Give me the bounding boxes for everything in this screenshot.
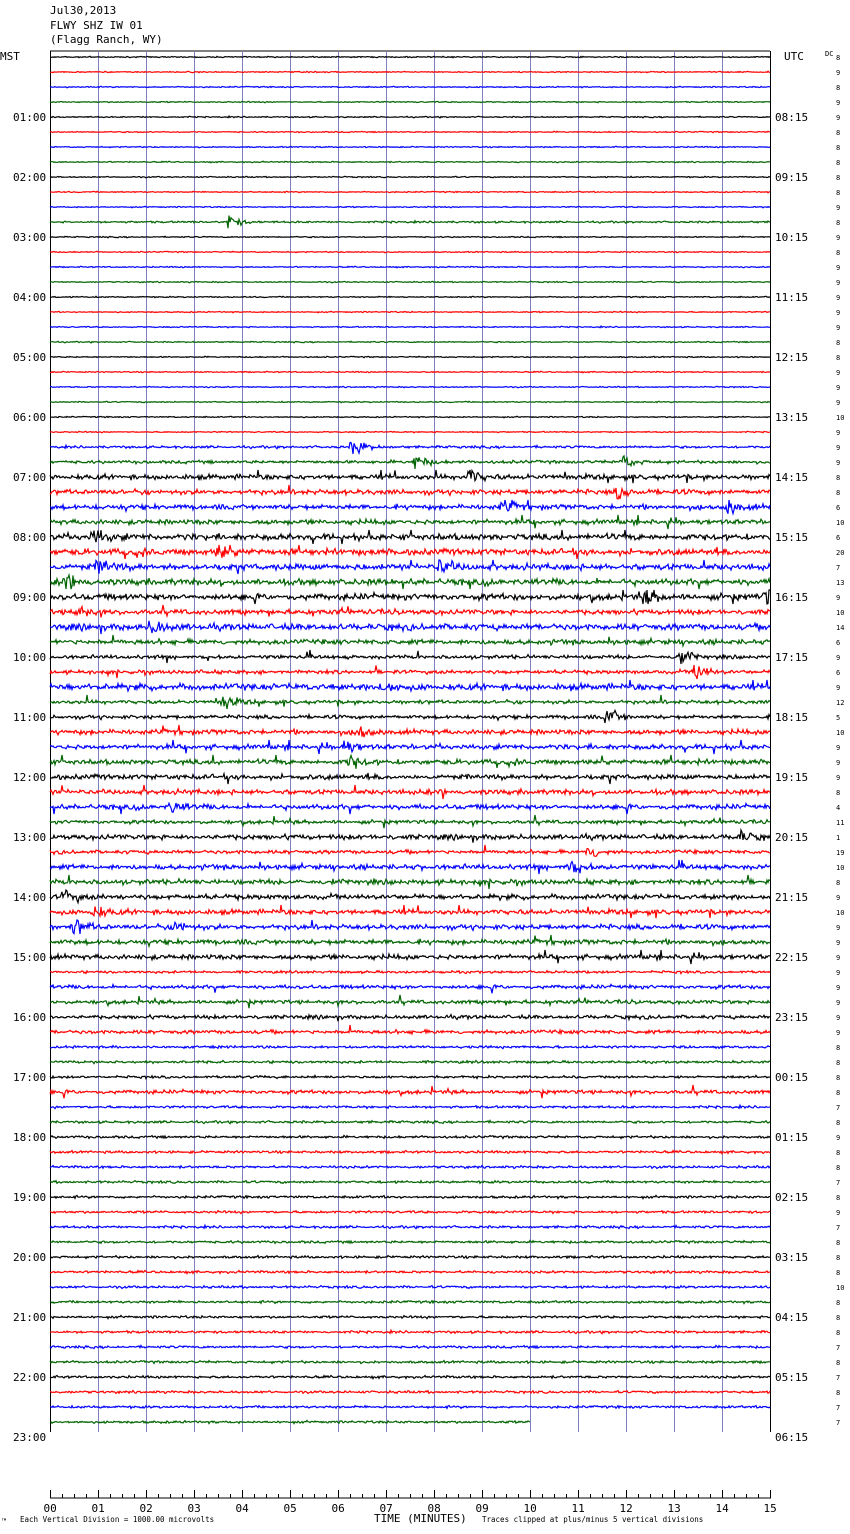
right-hour-label: 21:15	[775, 891, 809, 904]
dc-offset-value: 1	[836, 834, 841, 842]
left-hour-label: 03:00	[13, 231, 47, 244]
left-hour-label: 05:00	[13, 351, 47, 364]
dc-offset-value: 7	[836, 564, 841, 572]
dc-offset-value: 8	[836, 219, 841, 227]
seismic-trace	[50, 1135, 770, 1138]
seismic-trace	[50, 1195, 770, 1198]
seismic-trace	[50, 710, 770, 723]
dc-offset-value: 10	[836, 414, 845, 422]
left-hour-label: 06:00	[13, 411, 47, 424]
dc-offset-value: 9	[836, 744, 841, 752]
seismic-trace	[50, 416, 770, 418]
dc-offset-value: 8	[836, 1254, 841, 1262]
dc-offset-value: 8	[836, 249, 841, 257]
dc-offset-value: 9	[836, 1029, 841, 1037]
seismic-trace	[50, 1361, 770, 1364]
right-hour-label: 03:15	[775, 1251, 809, 1264]
dc-offset-value: 8	[836, 1044, 841, 1052]
seismic-trace	[50, 560, 770, 574]
seismic-trace	[50, 1225, 770, 1228]
dc-offset-value: 9	[836, 264, 841, 272]
x-tick-label: 11	[571, 1502, 585, 1515]
seismic-trace	[50, 1256, 770, 1259]
seismic-trace	[50, 575, 770, 589]
dc-offset-value: 9	[836, 954, 841, 962]
seismic-trace	[50, 920, 770, 934]
trace-group	[50, 56, 770, 1423]
dc-offset-value: 7	[836, 1224, 841, 1232]
seismic-trace	[50, 356, 770, 358]
dc-offset-value: 8	[836, 1299, 841, 1307]
x-tick-label: 02	[139, 1502, 153, 1515]
dc-offset-value: 8	[836, 1389, 841, 1397]
dc-offset-value: 8	[836, 1089, 841, 1097]
seismic-trace	[50, 71, 770, 73]
dc-offset-value: 8	[836, 159, 841, 167]
left-hour-label: 10:00	[13, 651, 47, 664]
dc-offset-value: 8	[836, 189, 841, 197]
seismic-trace	[50, 236, 770, 238]
seismic-trace	[50, 281, 770, 283]
seismic-trace	[50, 86, 770, 88]
seismic-trace	[50, 650, 770, 664]
right-hour-label: 14:15	[775, 471, 809, 484]
dc-offset-value: 20	[836, 549, 845, 557]
left-hour-label: 23:00	[13, 1431, 47, 1444]
dc-offset-value: 9	[836, 1014, 841, 1022]
seismic-trace	[50, 443, 770, 455]
dc-offset-value: 8	[836, 84, 841, 92]
left-hour-label: 17:00	[13, 1071, 47, 1084]
seismic-trace	[50, 1075, 770, 1078]
right-hour-label: 12:15	[775, 351, 809, 364]
seismic-trace	[50, 470, 770, 483]
left-hour-label: 11:00	[13, 711, 47, 724]
seismic-trace	[50, 890, 770, 903]
scale-note: Each Vertical Division = 1000.00 microvolts	[20, 1515, 215, 1524]
dc-offset-value: 9	[836, 939, 841, 947]
dc-offset-value: 10	[836, 1284, 845, 1292]
seismic-trace	[50, 1271, 770, 1274]
seismic-trace	[50, 326, 770, 328]
right-hour-label: 16:15	[775, 591, 809, 604]
right-hour-label: 11:15	[775, 291, 809, 304]
dc-offset-value: 9	[836, 279, 841, 287]
right-hour-label: 04:15	[775, 1311, 809, 1324]
dc-offset-value: 8	[836, 1149, 841, 1157]
clip-note: Traces clipped at plus/minus 5 vertical divisions	[482, 1515, 704, 1524]
seismic-trace	[50, 1121, 770, 1124]
seismic-trace	[50, 1085, 770, 1098]
x-tick-label: 04	[235, 1502, 249, 1515]
x-tick-label: 01	[91, 1502, 105, 1515]
dc-offset-value: 9	[836, 1209, 841, 1217]
dc-offset-value: 5	[836, 714, 841, 722]
dc-offset-value: 9	[836, 99, 841, 107]
dc-offset-value: 9	[836, 684, 841, 692]
x-tick-label: 15	[763, 1502, 777, 1515]
right-hour-label: 09:15	[775, 171, 809, 184]
left-hour-label: 21:00	[13, 1311, 47, 1324]
dc-offset-value: 9	[836, 429, 841, 437]
seismic-trace	[50, 206, 770, 208]
seismic-trace	[50, 590, 770, 604]
seismic-trace	[50, 845, 770, 856]
dc-offset-value: 9	[836, 594, 841, 602]
dc-offset-values	[836, 54, 844, 1427]
seismic-trace	[50, 216, 770, 229]
dc-offset-value: 7	[836, 1104, 841, 1112]
left-hour-label: 12:00	[13, 771, 47, 784]
right-hour-label: 19:15	[775, 771, 809, 784]
dc-offset-value: 8	[836, 54, 841, 62]
left-hour-label: 16:00	[13, 1011, 47, 1024]
seismic-trace	[50, 1345, 770, 1348]
left-hour-label: 13:00	[13, 831, 47, 844]
left-hour-label: 04:00	[13, 291, 47, 304]
seismic-trace	[50, 950, 770, 964]
left-hour-label: 22:00	[13, 1371, 47, 1384]
seismic-trace	[50, 191, 770, 193]
right-timezone-label: UTC	[784, 50, 804, 63]
seismic-trace	[50, 116, 770, 118]
right-hour-label: 00:15	[775, 1071, 809, 1084]
left-hour-label: 08:00	[13, 531, 47, 544]
left-hour-label: 09:00	[13, 591, 47, 604]
seismic-trace	[50, 860, 770, 874]
dc-offset-value: 7	[836, 1374, 841, 1382]
seismic-trace	[50, 995, 770, 1008]
seismic-trace	[50, 1301, 770, 1304]
dc-offset-value: 8	[836, 1194, 841, 1202]
seismic-trace	[50, 680, 770, 691]
left-hour-label: 18:00	[13, 1131, 47, 1144]
seismic-trace	[50, 755, 770, 769]
right-hour-label: 06:15	[775, 1431, 809, 1444]
right-hour-label: 10:15	[775, 231, 809, 244]
dc-offset-value: 8	[836, 1314, 841, 1322]
left-hour-label: 02:00	[13, 171, 47, 184]
dc-offset-value: 6	[836, 504, 841, 512]
right-hour-label: 05:15	[775, 1371, 809, 1384]
station-location: (Flagg Ranch, WY)	[50, 33, 163, 46]
left-hour-labels	[13, 111, 46, 1444]
seismic-trace	[50, 875, 770, 889]
seismic-trace	[50, 1240, 770, 1243]
right-hour-label: 20:15	[775, 831, 809, 844]
seismic-trace	[50, 803, 770, 814]
seismic-trace	[50, 740, 770, 754]
seismic-trace	[50, 101, 770, 103]
dc-offset-value: 8	[836, 339, 841, 347]
dc-offset-value: 6	[836, 639, 841, 647]
seismic-trace	[50, 371, 770, 373]
dc-offset-value: 9	[836, 114, 841, 122]
seismic-trace	[50, 785, 770, 799]
seismic-trace	[50, 1315, 770, 1318]
dc-offset-value: 8	[836, 1269, 841, 1277]
seismic-trace	[50, 1060, 770, 1063]
seismic-trace	[50, 131, 770, 133]
seismic-trace	[50, 311, 770, 313]
dc-offset-value: 8	[836, 174, 841, 182]
dc-offset-value: 9	[836, 969, 841, 977]
seismic-trace	[50, 515, 770, 529]
seismic-trace	[50, 1015, 770, 1022]
seismic-trace	[50, 1166, 770, 1169]
x-tick-label: 14	[715, 1502, 729, 1515]
seismic-trace	[50, 815, 770, 828]
x-tick-label: 03	[187, 1502, 201, 1515]
station-id: FLWY SHZ IW 01	[50, 18, 143, 32]
right-hour-label: 13:15	[775, 411, 809, 424]
dc-offset-value: 8	[836, 489, 841, 497]
right-hour-label: 17:15	[775, 651, 809, 664]
seismic-trace	[50, 905, 770, 918]
seismic-trace	[50, 456, 770, 469]
dc-offset-value: 9	[836, 984, 841, 992]
left-hour-label: 20:00	[13, 1251, 47, 1264]
dc-offset-value: 13	[836, 579, 845, 587]
trademark-mark: ™	[2, 1517, 7, 1526]
dc-offset-value: 8	[836, 789, 841, 797]
right-hour-labels	[775, 111, 808, 1444]
seismic-trace	[50, 251, 770, 253]
dc-offset-value: 11	[836, 819, 845, 827]
right-hour-label: 01:15	[775, 1131, 809, 1144]
seismic-trace	[50, 1046, 770, 1049]
x-tick-label: 10	[523, 1502, 537, 1515]
seismic-trace	[50, 1105, 770, 1108]
left-hour-label: 15:00	[13, 951, 47, 964]
x-tick-label: 08	[427, 1502, 441, 1515]
dc-offset-value: 9	[836, 1134, 841, 1142]
seismic-trace	[50, 773, 770, 784]
x-tick-label: 07	[379, 1502, 393, 1515]
dc-offset-value: 9	[836, 369, 841, 377]
dc-offset-value: 8	[836, 474, 841, 482]
x-tick-label: 06	[331, 1502, 345, 1515]
x-tick-label: 09	[475, 1502, 489, 1515]
seismic-trace	[50, 266, 770, 268]
seismic-trace	[50, 161, 770, 163]
right-hour-label: 02:15	[775, 1191, 809, 1204]
seismic-trace	[50, 530, 770, 544]
x-axis-title: TIME (MINUTES)	[374, 1512, 467, 1525]
dc-offset-value: 9	[836, 384, 841, 392]
dc-offset-value: 10	[836, 909, 845, 917]
x-tick-label: 12	[619, 1502, 633, 1515]
seismic-trace	[50, 605, 770, 617]
dc-offset-value: 7	[836, 1179, 841, 1187]
dc-offset-value: 10	[836, 864, 845, 872]
seismic-trace	[50, 935, 770, 946]
dc-offset-value: 8	[836, 129, 841, 137]
dc-offset-value: 12	[836, 699, 845, 707]
dc-offset-value: 6	[836, 669, 841, 677]
dc-offset-value: 9	[836, 324, 841, 332]
seismic-trace	[50, 665, 770, 679]
dc-offset-value: 14	[836, 624, 845, 632]
left-hour-label: 01:00	[13, 111, 47, 124]
seismic-trace	[50, 1376, 770, 1379]
seismic-trace	[50, 485, 770, 499]
time-grid	[50, 51, 771, 1432]
seismic-trace	[50, 984, 770, 993]
dc-offset-value: 9	[836, 654, 841, 662]
seismic-trace	[50, 500, 770, 514]
seismic-trace	[50, 1181, 770, 1184]
dc-offset-value: 9	[836, 399, 841, 407]
dc-offset-value: 7	[836, 1344, 841, 1352]
dc-offset-value: 9	[836, 999, 841, 1007]
seismic-trace	[50, 830, 770, 843]
dc-offset-value: 4	[836, 804, 841, 812]
dc-offset-value: 9	[836, 444, 841, 452]
dc-offset-value: 9	[836, 309, 841, 317]
chart-date: Jul30,2013	[50, 4, 117, 17]
dc-offset-value: 6	[836, 534, 841, 542]
dc-offset-value: 8	[836, 1329, 841, 1337]
dc-offset-value: 7	[836, 1404, 841, 1412]
seismic-trace	[50, 1025, 770, 1034]
seismic-trace	[50, 695, 770, 709]
seismic-trace	[50, 545, 770, 559]
seismic-trace	[50, 1391, 770, 1394]
seismic-trace	[50, 431, 770, 433]
dc-offset-value: 19	[836, 849, 845, 857]
seismic-trace	[50, 1330, 770, 1333]
right-hour-label: 08:15	[775, 111, 809, 124]
dc-offset-value: 8	[836, 1059, 841, 1067]
x-tick-label: 13	[667, 1502, 681, 1515]
seismic-trace	[50, 401, 770, 402]
seismic-trace	[50, 1406, 770, 1409]
dc-offset-value: 8	[836, 1074, 841, 1082]
dc-offset-value: 9	[836, 894, 841, 902]
x-tick-label: 05	[283, 1502, 297, 1515]
dc-offset-value: 8	[836, 1239, 841, 1247]
seismic-trace	[50, 635, 770, 646]
right-hour-label: 15:15	[775, 531, 809, 544]
dc-offset-value: 9	[836, 459, 841, 467]
left-timezone-label: MST	[0, 50, 20, 63]
dc-offset-value: 8	[836, 879, 841, 887]
dc-offset-value: 10	[836, 729, 845, 737]
dc-label: DC	[825, 50, 834, 58]
seismic-trace	[50, 176, 770, 178]
dc-offset-value: 9	[836, 234, 841, 242]
left-hour-label: 14:00	[13, 891, 47, 904]
seismic-trace	[50, 1286, 770, 1289]
dc-offset-value: 8	[836, 354, 841, 362]
dc-offset-value: 9	[836, 294, 841, 302]
seismic-trace	[50, 341, 770, 343]
dc-offset-value: 8	[836, 1359, 841, 1367]
dc-offset-value: 9	[836, 759, 841, 767]
right-hour-label: 18:15	[775, 711, 809, 724]
dc-offset-value: 8	[836, 1119, 841, 1127]
seismic-trace	[50, 621, 770, 634]
seismic-trace	[50, 1151, 770, 1154]
dc-offset-value: 7	[836, 1419, 841, 1427]
seismic-trace	[50, 146, 770, 148]
seismic-trace	[50, 1211, 770, 1214]
seismic-trace	[50, 56, 770, 58]
seismic-trace	[50, 296, 770, 297]
seismic-trace	[50, 725, 770, 737]
dc-offset-value: 9	[836, 924, 841, 932]
dc-offset-value: 10	[836, 609, 845, 617]
dc-offset-value: 9	[836, 774, 841, 782]
left-hour-label: 07:00	[13, 471, 47, 484]
dc-offset-value: 9	[836, 204, 841, 212]
seismic-trace	[50, 386, 770, 388]
left-hour-label: 19:00	[13, 1191, 47, 1204]
x-tick-label: 00	[43, 1502, 57, 1515]
dc-offset-value: 10	[836, 519, 845, 527]
right-hour-label: 22:15	[775, 951, 809, 964]
dc-offset-value: 8	[836, 1164, 841, 1172]
seismic-trace	[50, 971, 770, 974]
right-hour-label: 23:15	[775, 1011, 809, 1024]
dc-offset-value: 8	[836, 144, 841, 152]
dc-offset-value: 9	[836, 69, 841, 77]
